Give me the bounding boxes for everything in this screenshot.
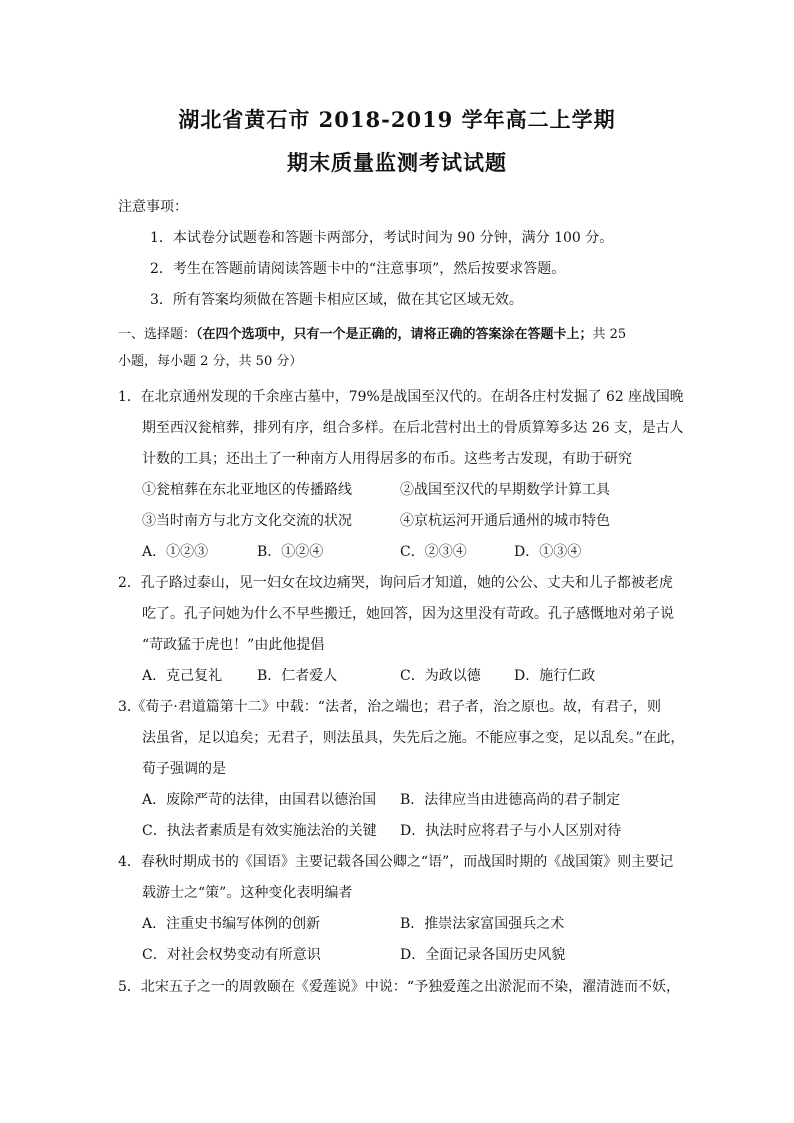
question-5-line: 5．北宋五子之一的周敦颐在《爱莲说》中说：“予独爱莲之出淤泥而不染，濯清涟而不妖， xyxy=(118,979,681,995)
question-2-option-d: D．施行仁政 xyxy=(514,668,596,684)
section-heading-instruction: （在四个选项中，只有一个是正确的，请将正确的答案涂在答题卡上； xyxy=(196,327,593,342)
question-2-option-b: B．仁者爱人 xyxy=(257,668,338,684)
notice-heading: 注意事项： xyxy=(118,199,188,215)
question-3-option-b: B．法律应当由进德高尚的君子制定 xyxy=(400,792,621,808)
question-3-line: 法虽省，足以追矣；无君子，则法虽具，失先后之施。不能应事之变，足以乱矣。”在此， xyxy=(142,730,685,746)
question-2-line: “苛政猛于虎也！”由此他提倡 xyxy=(142,637,325,653)
question-1-option-a: A．①②③ xyxy=(142,544,209,560)
question-1-line: 期至西汉瓮棺葬，排列有序，组合多样。在后北营村出土的骨质算筹多达 26 支，是古人 xyxy=(142,420,684,436)
question-3-option-d: D．执法时应将君子与小人区别对待 xyxy=(400,823,622,839)
notice-item: 3．所有答案均须做在答题卡相应区域，做在其它区域无效。 xyxy=(150,292,523,308)
question-4-option-d: D．全面记录各国历史风貌 xyxy=(400,947,566,963)
exam-title: 湖北省黄石市 2018-2019 学年高二上学期 xyxy=(178,107,616,132)
question-3-option-c: C．执法者素质是有效实施法治的关键 xyxy=(142,823,377,839)
question-4-option-a: A．注重史书编写体例的创新 xyxy=(142,916,321,932)
question-1-statement: ②战国至汉代的早期数学计算工具 xyxy=(400,482,610,498)
section-heading-tail: 共 25 xyxy=(592,327,627,342)
section-heading-prefix: 一、选择题： xyxy=(118,327,197,342)
notice-item: 2．考生在答题前请阅读答题卡中的“注意事项”，然后按要求答题。 xyxy=(150,261,566,277)
question-1-statement: ①瓮棺葬在东北亚地区的传播路线 xyxy=(142,482,352,498)
question-2-line: 2．孔子路过泰山，见一妇女在坟边痛哭，询问后才知道，她的公公、丈夫和儿子都被老虎 xyxy=(118,575,673,591)
notice-item: 1．本试卷分试题卷和答题卡两部分，考试时间为 90 分钟，满分 100 分。 xyxy=(150,230,614,246)
section-heading-line2: 小题，每小题 2 分，共 50 分） xyxy=(118,354,303,369)
question-4-option-c: C．对社会权势变动有所意识 xyxy=(142,947,321,963)
question-3-line: 荀子强调的是 xyxy=(142,761,226,777)
exam-subtitle: 期末质量监测考试试题 xyxy=(287,150,507,175)
section-heading xyxy=(118,325,626,345)
question-4-option-b: B．推崇法家富国强兵之术 xyxy=(400,916,565,932)
question-1-statement: ③当时南方与北方文化交流的状况 xyxy=(142,513,352,529)
question-1-option-d: D．①③④ xyxy=(514,544,582,560)
question-4-line: 载游士之“策”。这种变化表明编者 xyxy=(142,885,353,901)
question-2-line: 吃了。孔子问她为什么不早些搬迁，她回答，因为这里没有苛政。孔子感慨地对弟子说 xyxy=(142,606,674,622)
question-1-statement: ④京杭运河开通后通州的城市特色 xyxy=(400,513,610,529)
question-3-line: 3.《荀子·君道篇第十二》中载：“法者，治之端也；君子者，治之原也。故，有君子，则 xyxy=(118,699,661,715)
question-2-option-c: C．为政以德 xyxy=(400,668,481,684)
question-1-line: 计数的工具；还出土了一种南方人用得居多的布币。这些考古发现，有助于研究 xyxy=(142,451,632,467)
question-2-option-a: A．克己复礼 xyxy=(142,668,223,684)
question-1-option-b: B．①②④ xyxy=(257,544,324,560)
question-4-line: 4．春秋时期成书的《国语》主要记载各国公卿之“语”，而战国时期的《战国策》则主要记 xyxy=(118,854,674,870)
question-1-line: 1．在北京通州发现的千余座古墓中，79%是战国至汉代的。在胡各庄村发掘了 62 座战国晚 xyxy=(118,389,684,405)
question-1-option-c: C．②③④ xyxy=(400,544,467,560)
question-3-option-a: A．废除严苛的法律，由国君以德治国 xyxy=(142,792,377,808)
